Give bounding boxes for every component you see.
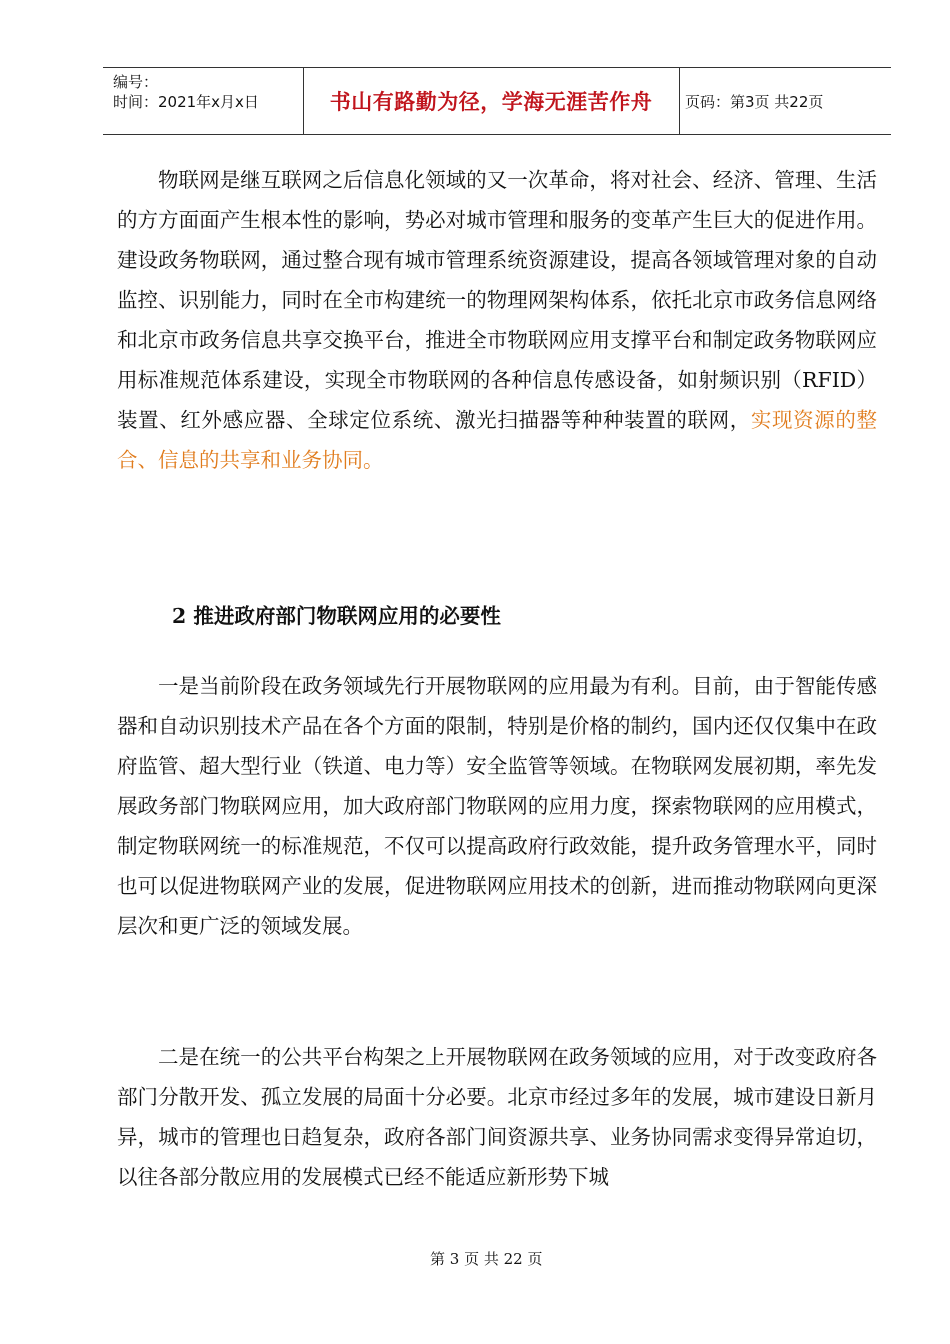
paragraph-1-highlight: 实现资源的整合、信息的共享和业务协同。 [117,408,878,472]
paragraph-1-main: 物联网是继互联网之后信息化领域的又一次革命，将对社会、经济、管理、生活的方方面面产生根本性的影响，势必对城市管理和服务的变革产生巨大的促进作用。建设政务物联网，通过整合现有城市管理系统资源建设，提高各领域管理对象的自动监控、识别能力，同时在全市构建统一的物理网架构体系，依托北京市政务信息网络和北京市政务信息共享交换平台，推进全市物联网应用支撑平台和制定政务物联网应用标准规范体系建设，实现全市物联网的各种信息传感设备，如射频识别（RFID）装置、红外感应器、全球定位系统、激光扫描器等种种装置的联网， [117,168,877,432]
paragraph-1 [117,160,877,480]
page-footer: 第 3 页 共 22 页 [430,1250,543,1268]
time-label: 时间：2021年x月x日 [113,93,259,111]
number-label: 编号： [113,73,159,91]
page-header [103,67,891,135]
paragraph-2 [117,666,877,946]
header-motto: 书山有路勤为径，学海无涯苦作舟 [329,90,653,114]
paragraph-2-text: 一是当前阶段在政务领域先行开展物联网的应用最为有利。目前，由于智能传感器和自动识别技术产品在各个方面的限制，特别是价格的制约，国内还仅仅集中在政府监管、超大型行业（铁道、电力等）安全监管等领域。在物联网发展初期，率先发展政务部门物联网应用，加大政府部门物联网的应用力度，探索物联网的应用模式，制定物联网统一的标准规范，不仅可以提高政府行政效能，提升政务管理水平，同时也可以促进物联网产业的发展，促进物联网应用技术的创新，进而推动物联网向更深层次和更广泛的领域发展。 [117,674,877,938]
paragraph-3 [117,1037,877,1197]
section-2-title: 2 推进政府部门物联网应用的必要性 [172,604,501,628]
paragraph-1-text [117,160,877,480]
header-divider [679,68,680,134]
header-page-label: 页码：第3页 共22页 [685,92,824,111]
paragraph-3-text: 二是在统一的公共平台构架之上开展物联网在政务领域的应用，对于改变政府各部门分散开发、孤立发展的局面十分必要。北京市经过多年的发展，城市建设日新月异，城市的管理也日趋复杂，政府各部门间资源共享、业务协同需求变得异常迫切，以往各部分散应用的发展模式已经不能适应新形势下城 [117,1045,877,1189]
header-meta [113,72,259,112]
header-divider [303,68,304,134]
